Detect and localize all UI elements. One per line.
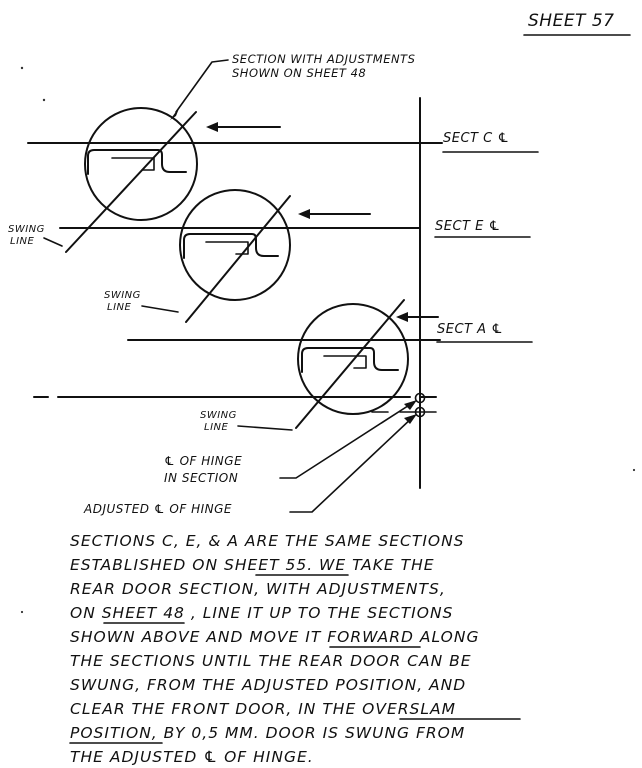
swing-line-a bbox=[296, 300, 404, 428]
section-a-profile-inner bbox=[324, 356, 366, 368]
swing-label-1-line-1: SWING bbox=[8, 224, 45, 235]
section-a-label: SECT A ℄ bbox=[437, 322, 504, 337]
section-e-profile-inner bbox=[206, 242, 248, 254]
description-line-5: SHOWN ABOVE AND MOVE IT FORWARD ALONG bbox=[70, 628, 480, 646]
swing-line-c bbox=[66, 112, 196, 252]
swing-label-2-leader bbox=[142, 306, 178, 312]
section-e-circle bbox=[180, 190, 290, 300]
section-c-profile bbox=[88, 150, 186, 174]
top-note-line-2: SHOWN ON SHEET 48 bbox=[232, 66, 367, 80]
section-c-circle bbox=[85, 108, 197, 220]
swing-label-2-line-1: SWING bbox=[104, 290, 141, 301]
swing-line-e bbox=[186, 196, 290, 322]
section-a-profile bbox=[302, 348, 398, 372]
top-note-leader bbox=[176, 60, 228, 112]
hinge-label-line-1: ℄ OF HINGE bbox=[164, 454, 243, 468]
swing-label-1-leader bbox=[44, 238, 62, 246]
description-line-3: REAR DOOR SECTION, WITH ADJUSTMENTS, bbox=[70, 580, 446, 598]
swing-label-3-line-2: LINE bbox=[204, 422, 229, 433]
top-note-line-1: SECTION WITH ADJUSTMENTS bbox=[232, 52, 416, 66]
swing-label-1-line-2: LINE bbox=[10, 236, 35, 247]
description-line-10: THE ADJUSTED ℄ OF HINGE. bbox=[70, 748, 314, 766]
description-line-1: SECTIONS C, E, & A ARE THE SAME SECTIONS bbox=[70, 532, 465, 550]
section-e-label: SECT E ℄ bbox=[435, 219, 501, 234]
adjusted-hinge-label: ADJUSTED ℄ OF HINGE bbox=[84, 502, 233, 516]
section-c-arrowhead bbox=[206, 122, 218, 132]
section-c-label: SECT C ℄ bbox=[443, 131, 510, 146]
scan-speck bbox=[633, 469, 635, 471]
description-line-4: ON SHEET 48 , LINE IT UP TO THE SECTIONS bbox=[70, 604, 454, 622]
description-line-6: THE SECTIONS UNTIL THE REAR DOOR CAN BE bbox=[70, 652, 472, 670]
description-line-7: SWUNG, FROM THE ADJUSTED POSITION, AND bbox=[70, 676, 467, 694]
description-paragraph bbox=[70, 532, 479, 766]
swing-label-3-line-1: SWING bbox=[200, 410, 237, 421]
section-e-profile bbox=[184, 234, 278, 258]
scan-speck bbox=[43, 99, 45, 101]
description-line-9: POSITION, BY 0,5 MM. DOOR IS SWUNG FROM bbox=[70, 724, 466, 742]
adjusted-hinge-leader bbox=[290, 416, 414, 512]
sheet-number: SHEET 57 bbox=[528, 11, 615, 31]
swing-label-3-leader bbox=[238, 426, 292, 430]
description-line-2: ESTABLISHED ON SHEET 55. WE TAKE THE bbox=[70, 556, 435, 574]
hinge-label-line-2: IN SECTION bbox=[164, 471, 239, 485]
hinge-label-arrowhead bbox=[404, 400, 417, 410]
scan-speck bbox=[21, 611, 23, 613]
swing-label-2-line-2: LINE bbox=[107, 302, 132, 313]
description-line-8: CLEAR THE FRONT DOOR, IN THE OVERSLAM bbox=[70, 700, 456, 718]
section-e-arrowhead bbox=[298, 209, 310, 219]
scan-speck bbox=[21, 67, 23, 69]
section-a-arrowhead bbox=[396, 312, 408, 322]
